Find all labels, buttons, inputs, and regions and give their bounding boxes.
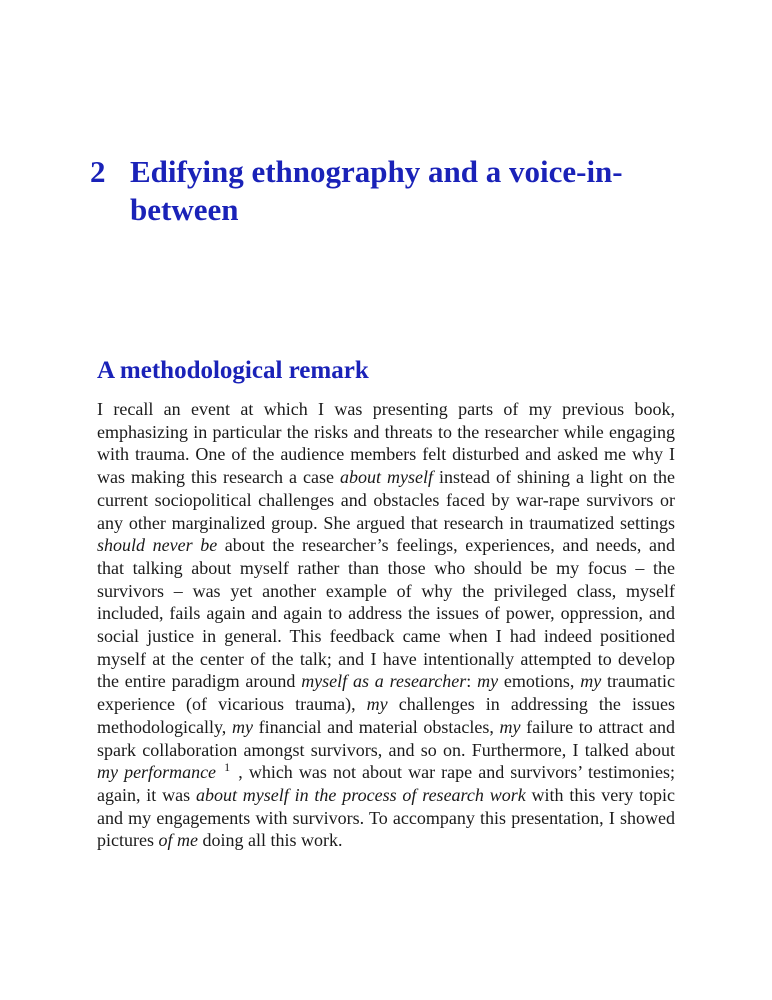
emphasis-text: my — [366, 694, 388, 715]
emphasis-text: my — [477, 671, 499, 692]
paragraph-text: emotions, — [498, 671, 581, 692]
section-heading: A methodological remark — [97, 357, 369, 384]
chapter-title: Edifying ethnography and a voice-in-between — [130, 154, 623, 227]
footnote-reference[interactable]: 1 — [224, 760, 231, 775]
body-paragraph — [97, 398, 675, 852]
emphasis-text: of me — [158, 830, 198, 851]
chapter-number: 2 — [90, 154, 106, 189]
paragraph-text: with this very topic and my engagements with survivors. To accompany this presentation, I showed pictures — [97, 784, 676, 851]
paragraph-text: challenges in addressing the issues methodologically, — [97, 694, 675, 737]
chapter-heading — [90, 153, 690, 229]
paragraph-text: : — [466, 671, 478, 692]
paragraph-text: I recall an event at which I was presenting parts of my previous book, emphasizing in particular the risks and threats to the researcher while engaging with trauma. One of the audience members felt disturbed and asked me why I was making this research a case — [97, 399, 675, 488]
paragraph-text: instead of shining a light on the current sociopolitical challenges and obstacles faced by war-rape survivors or any other marginalized group. She argued that research in traumatized settings — [97, 467, 676, 533]
emphasis-text: about myself — [339, 467, 433, 488]
paragraph-text: failure to attract and spark collaboration amongst survivors, and so on. Furthermore, I talked about — [97, 716, 675, 760]
emphasis-text: myself as a researcher — [301, 671, 467, 692]
paragraph-text: traumatic experience (of vicarious trauma), — [97, 671, 675, 715]
emphasis-text: my performance — [97, 762, 217, 783]
emphasis-text: my — [499, 716, 521, 737]
emphasis-text: should never be — [97, 535, 218, 556]
paragraph-text: financial and material obstacles, — [252, 716, 500, 737]
paragraph-text: doing all this work. — [197, 830, 343, 851]
emphasis-text: about myself in the process of research work — [195, 784, 526, 805]
paragraph-text: about the researcher’s feelings, experiences, and needs, and that talking about myself rather than those who should be my focus – the survivors – was yet another example of why the privileged class, myself included, fails again and again to address the issues of power, oppression, and social justice in general. This feedback came when I had indeed positioned myself at the center of the talk; and I have intentionally attempted to develop the entire paradigm around — [97, 535, 676, 692]
paragraph-text: , which was not about war rape and survivors’ testimonies; again, it was — [97, 762, 676, 805]
emphasis-text: my — [231, 716, 253, 737]
emphasis-text: my — [580, 671, 602, 692]
